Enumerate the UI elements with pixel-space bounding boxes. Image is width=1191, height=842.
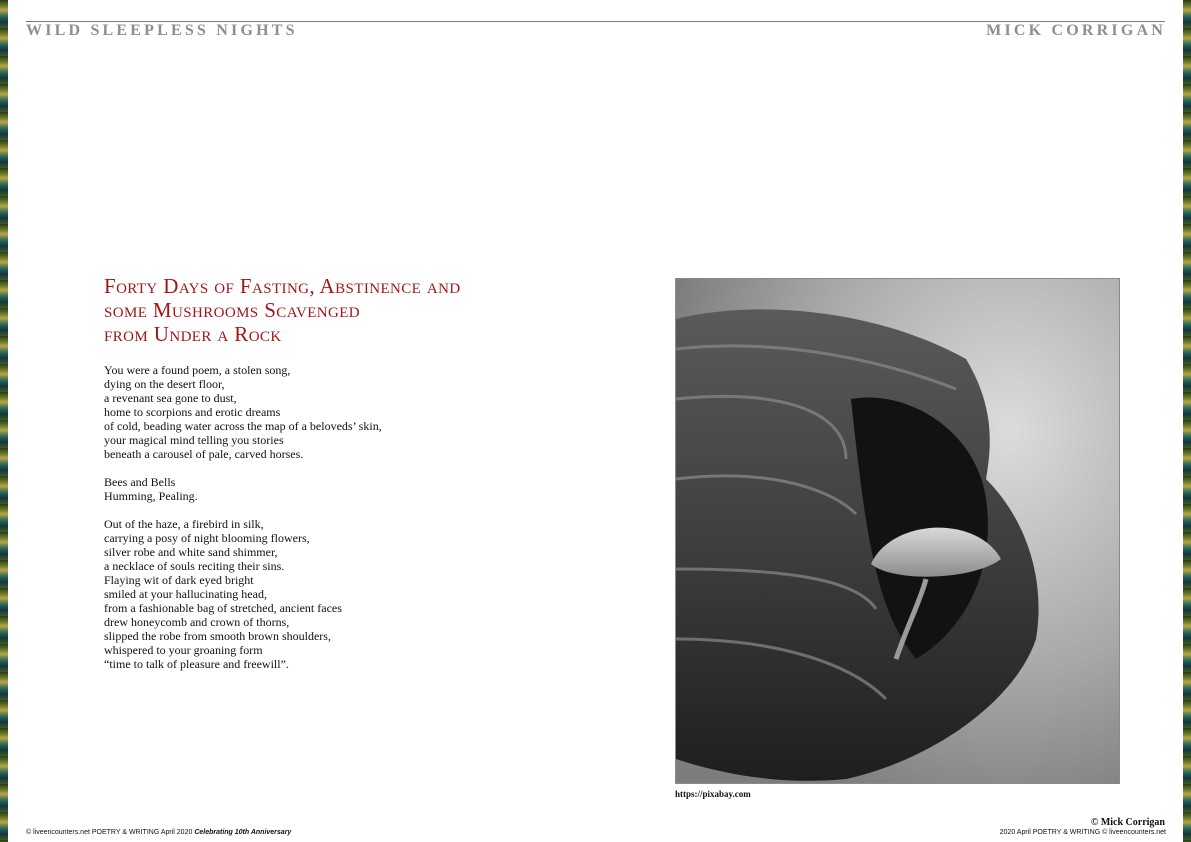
stanza [104,475,382,503]
footer-left [26,829,291,836]
author-credit: © Mick Corrigan [1090,817,1165,828]
poem-line: Out of the haze, a firebird in silk, [104,517,264,531]
poem-line: a revenant sea gone to dust, [104,391,237,405]
poem-title-line: some Mushrooms Scavenged [104,298,361,322]
poem-line: a necklace of souls reciting their sins. [104,559,285,573]
poem-line: Bees and Bells [104,475,176,489]
footer-anniversary: Celebrating 10th Anniversary [194,829,292,836]
poem-title [104,274,574,346]
stanza [104,517,382,671]
poem-title-line: Forty Days of Fasting, Abstinence and [104,274,461,298]
footer-right: 2020 April POETRY & WRITING © liveencounters.net [999,829,1166,836]
section-title: WILD SLEEPLESS NIGHTS [26,22,298,39]
poem-line: of cold, beading water across the map of a beloveds’ skin, [104,419,382,433]
author-name-header: MICK CORRIGAN [986,22,1166,39]
poem-line: whispered to your groaning form [104,643,263,657]
poem-body [104,363,382,685]
poem-line: Humming, Pealing. [104,489,198,503]
poem-line: Flaying wit of dark eyed bright [104,573,254,587]
stanza [104,363,382,461]
poem-line: home to scorpions and erotic dreams [104,405,281,419]
decorative-border-left [0,0,8,842]
poem-line: smiled at your hallucinating head, [104,587,267,601]
poem-line: You were a found poem, a stolen song, [104,363,291,377]
magazine-page [8,0,1183,842]
poem-line: “time to talk of pleasure and freewill”. [104,657,289,671]
poem-line: silver robe and white sand shimmer, [104,545,278,559]
poem-line: carrying a posy of night blooming flowers, [104,531,310,545]
poem-line: drew honeycomb and crown of thorns, [104,615,290,629]
decorative-border-right [1183,0,1191,842]
poem-line: from a fashionable bag of stretched, ancient faces [104,601,342,615]
poem-title-line: from Under a Rock [104,322,282,346]
poem-line: dying on the desert floor, [104,377,225,391]
poem-line: slipped the robe from smooth brown shoulders, [104,629,331,643]
poem-line: your magical mind telling you stories [104,433,284,447]
mushroom-photo [675,278,1120,784]
footer-left-text: © liveencounters.net POETRY & WRITING April 2020 [26,829,195,836]
photo-credit: https://pixabay.com [675,789,751,799]
poem-line: beneath a carousel of pale, carved horses. [104,447,304,461]
